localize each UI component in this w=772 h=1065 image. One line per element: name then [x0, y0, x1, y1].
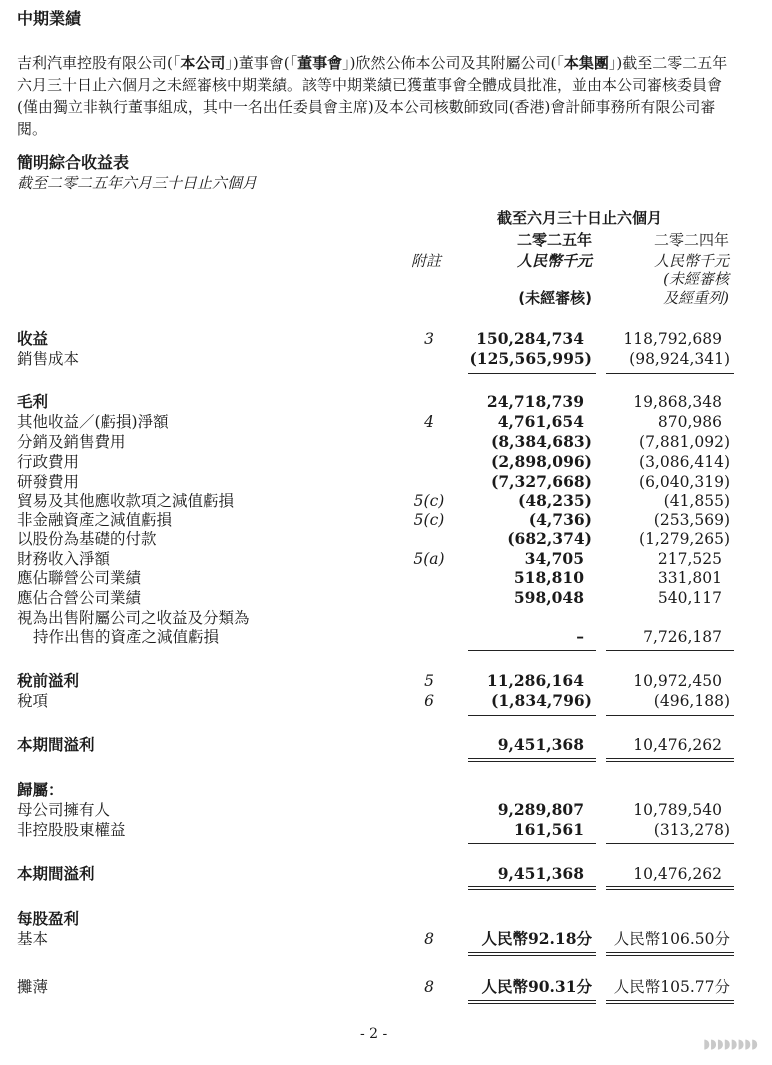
intro-group-term: 本集團 [563, 54, 609, 72]
row-value-2025: 9,451,368 [497, 735, 584, 754]
section-heading: 中期業績 [17, 9, 82, 28]
table-row [0, 510, 772, 530]
row-label: 非控股股東權益 [17, 821, 126, 839]
total-rule [468, 761, 596, 762]
row-value-2024: (1,279,265) [639, 530, 730, 548]
intro-board-term: 董事會 [297, 54, 343, 72]
year-2024-status-line1: (未經審核 [663, 270, 729, 288]
row-value-2024: 870,986 [657, 413, 722, 431]
row-value-2024: 10,476,262 [633, 865, 722, 883]
subtotal-rule [468, 650, 596, 651]
row-label: 銷售成本 [17, 350, 80, 368]
row-value-2024: (253,569) [653, 511, 730, 529]
row-label: 本期間溢利 [17, 865, 95, 883]
table-row [0, 909, 772, 929]
watermark: ◗◗◗◗◗◗◗◗ [703, 1037, 758, 1052]
row-value-2024: (41,855) [663, 492, 730, 510]
row-label: 財務收入淨額 [17, 550, 111, 568]
total-rule [468, 1000, 596, 1001]
row-value-2025: (48,235) [518, 491, 592, 510]
intro-text-1: 吉利汽車控股有限公司(「 [17, 54, 181, 72]
year-2025-header: 二零二五年 [516, 231, 592, 249]
subtotal-rule [606, 373, 734, 374]
row-value-2024: 540,117 [657, 589, 722, 607]
row-value-2025: 4,761,654 [497, 412, 584, 431]
table-row [0, 627, 772, 647]
row-label: 收益 [17, 330, 49, 348]
total-rule [468, 1003, 596, 1004]
row-note: 5 [424, 672, 434, 690]
row-value-2025: – [576, 627, 584, 646]
row-value-2025: 24,718,739 [486, 392, 584, 411]
row-value-2024: (496,188) [653, 692, 730, 710]
total-rule [606, 886, 734, 887]
row-label: 行政費用 [17, 453, 80, 471]
table-row [0, 608, 772, 628]
intro-paragraph [17, 52, 735, 140]
subtotal-rule [468, 373, 596, 374]
row-value-2025: (7,327,668) [491, 472, 592, 491]
table-row [0, 392, 772, 412]
table-row [0, 864, 772, 884]
row-label: 稅前溢利 [17, 672, 80, 690]
row-label: 貿易及其他應收款項之減值虧損 [17, 492, 235, 510]
table-row [0, 529, 772, 549]
table-row [0, 568, 772, 588]
total-rule [606, 1000, 734, 1001]
table-row [0, 800, 772, 820]
row-value-2024: 10,789,540 [633, 801, 722, 819]
table-row [0, 452, 772, 472]
total-rule [606, 1003, 734, 1004]
row-value-2025: (125,565,995) [469, 349, 592, 368]
row-label: 毛利 [17, 393, 49, 411]
intro-text-4: 」)截至二零二五年六月三十日止六個月之未經審核中期業績。該等中期業績已獲董事會全體成員批准，並由本公司審核委員會(僅由獨立非執行董事組成，其中一名出任委員會主席)及本公司核數師致同(香港)會計師事務所有限公司審閱。 [17, 54, 728, 138]
note-column-header: 附註 [411, 252, 442, 270]
row-value-2025: (1,834,796) [491, 691, 592, 710]
row-value-2024: 10,476,262 [633, 736, 722, 754]
row-value-2025: 34,705 [524, 549, 584, 568]
row-label: 應佔聯營公司業績 [17, 569, 142, 587]
table-row [0, 820, 772, 840]
row-value-2025: 598,048 [513, 588, 584, 607]
row-label: 分銷及銷售費用 [17, 433, 126, 451]
total-rule [606, 952, 734, 953]
subtotal-rule [606, 715, 734, 716]
row-label: 稅項 [17, 692, 49, 710]
row-value-2025: 9,289,807 [497, 800, 584, 819]
total-rule [468, 886, 596, 887]
row-value-2025: (682,374) [507, 529, 592, 548]
table-row [0, 691, 772, 711]
row-value-2024: 217,525 [657, 550, 722, 568]
row-note: 5(c) [413, 511, 445, 529]
year-2025-status: (未經審核) [518, 289, 592, 307]
subtotal-rule [606, 843, 734, 844]
row-value-2025: (2,898,096) [491, 452, 592, 471]
row-label: 歸屬： [17, 781, 64, 799]
row-value-2025: (4,736) [528, 510, 592, 529]
subtotal-rule [606, 650, 734, 651]
statement-title: 簡明綜合收益表 [17, 153, 130, 172]
row-value-2025: 161,561 [513, 820, 584, 839]
total-rule [606, 761, 734, 762]
period-header: 截至六月三十日止六個月 [497, 209, 663, 227]
row-label: 其他收益／(虧損)淨額 [17, 413, 169, 431]
row-value-2024: (313,278) [653, 821, 730, 839]
table-row [0, 588, 772, 608]
row-value-2025: 9,451,368 [497, 864, 584, 883]
row-value-2024: 10,972,450 [633, 672, 722, 690]
subtotal-rule [468, 843, 596, 844]
row-value-2024: (98,924,341) [629, 350, 730, 368]
total-rule [606, 758, 734, 759]
row-label: 非金融資產之減值虧損 [17, 511, 173, 529]
subtotal-rule [468, 715, 596, 716]
table-row [0, 929, 772, 949]
year-2025-currency: 人民幣千元 [516, 252, 592, 270]
row-value-2025: 518,810 [513, 568, 584, 587]
row-value-2024: 118,792,689 [623, 330, 722, 348]
table-row [0, 977, 772, 997]
row-label: 以股份為基礎的付款 [17, 530, 157, 548]
row-note: 8 [424, 978, 434, 996]
row-value-2025: 11,286,164 [486, 671, 584, 690]
table-row [0, 349, 772, 369]
table-row [0, 432, 772, 452]
row-note: 3 [424, 330, 434, 348]
row-label: 應佔合營公司業績 [17, 589, 142, 607]
row-note: 4 [424, 413, 434, 431]
row-note: 6 [424, 692, 434, 710]
row-value-2024: (6,040,319) [639, 473, 730, 491]
row-value-2024: 人民幣105.77分 [613, 978, 730, 996]
intro-company-term: 本公司 [180, 54, 226, 72]
total-rule [468, 955, 596, 956]
row-label: 研發費用 [17, 473, 80, 491]
total-rule [468, 758, 596, 759]
intro-text-3: 」)欣然公佈本公司及其附屬公司(「 [342, 54, 564, 72]
table-row [0, 735, 772, 755]
row-value-2024: 331,801 [657, 569, 722, 587]
row-value-2024: (7,881,092) [639, 433, 730, 451]
row-value-2024: 19,868,348 [633, 393, 722, 411]
row-label: 每股盈利 [17, 910, 80, 928]
row-value-2024: 7,726,187 [643, 628, 722, 646]
row-label: 本期間溢利 [17, 736, 95, 754]
statement-subtitle: 截至二零二五年六月三十日止六個月 [17, 174, 258, 192]
table-row [0, 472, 772, 492]
row-label: 母公司擁有人 [17, 801, 111, 819]
total-rule [606, 889, 734, 890]
total-rule [606, 955, 734, 956]
table-row [0, 549, 772, 569]
year-2024-header: 二零二四年 [653, 231, 729, 249]
row-value-2025: 人民幣90.31分 [481, 977, 592, 996]
row-label: 持作出售的資產之減值虧損 [33, 628, 220, 646]
row-label: 攤薄 [17, 978, 49, 996]
row-label: 視為出售附屬公司之收益及分類為 [17, 609, 250, 627]
row-note: 8 [424, 930, 434, 948]
row-note: 5(a) [413, 550, 445, 568]
total-rule [468, 889, 596, 890]
year-2024-currency: 人民幣千元 [653, 252, 729, 270]
table-row [0, 671, 772, 691]
table-row [0, 780, 772, 800]
row-value-2025: 人民幣92.18分 [481, 929, 592, 948]
intro-text-2: 」)董事會(「 [225, 54, 298, 72]
row-value-2025: (8,384,683) [491, 432, 592, 451]
row-note: 5(c) [413, 492, 445, 510]
row-value-2025: 150,284,734 [476, 329, 584, 348]
year-2024-status-line2: 及經重列) [663, 289, 729, 307]
table-row [0, 412, 772, 432]
total-rule [468, 952, 596, 953]
table-row [0, 329, 772, 349]
row-value-2024: 人民幣106.50分 [613, 930, 730, 948]
table-row [0, 491, 772, 511]
page-number: - 2 - [360, 1026, 388, 1042]
row-label: 基本 [17, 930, 49, 948]
row-value-2024: (3,086,414) [639, 453, 730, 471]
